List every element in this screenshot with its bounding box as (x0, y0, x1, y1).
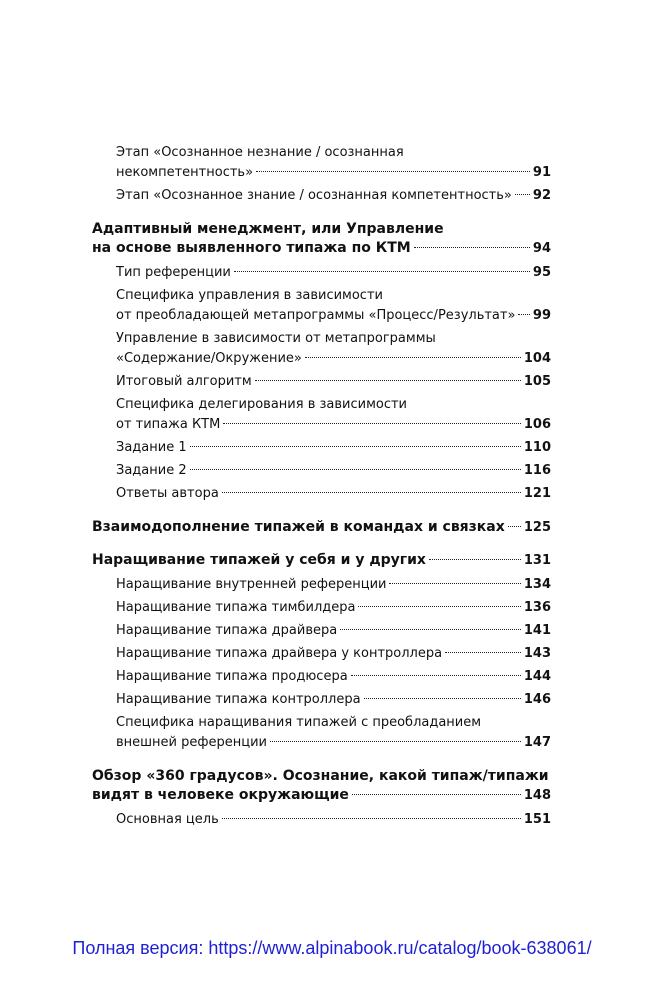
toc-section[interactable] (92, 263, 551, 283)
toc-page-number: 131 (523, 553, 551, 568)
toc-entry-line (116, 263, 551, 283)
toc-entry-title-line: Основная цель (116, 812, 219, 827)
toc-entry-title-line: Итоговый алгоритм (116, 374, 252, 389)
full-version-link[interactable]: Полная версия: https://www.alpinabook.ru/catalog/book-638061/ (72, 938, 592, 958)
toc-section[interactable] (92, 621, 551, 641)
dot-leader (234, 271, 530, 272)
toc-page-number: 141 (523, 623, 551, 638)
dot-leader (255, 380, 521, 381)
toc-entry-line (116, 461, 551, 481)
toc-section[interactable] (92, 690, 551, 710)
toc-entry-line (116, 690, 551, 710)
toc-entry-title-line: Наращивание типажа тимбилдера (116, 600, 356, 615)
toc-page-number: 116 (523, 463, 551, 478)
toc-entry-title-line: Наращивание внутренней референции (116, 577, 387, 592)
toc-page-number: 121 (523, 486, 551, 501)
toc-entry-title-line: внешней референции (116, 735, 267, 750)
toc-entry-line (92, 518, 551, 537)
toc-entry-title-line: Тип референции (116, 265, 231, 280)
dot-leader (508, 526, 521, 527)
toc-entry-line (116, 484, 551, 504)
toc-entry-title-line: от типажа КТМ (116, 417, 221, 432)
toc-section[interactable] (92, 461, 551, 481)
toc-entry-title-line: Этап «Осознанное незнание / осознанная (116, 145, 404, 160)
toc-section[interactable] (92, 186, 551, 206)
dot-leader (389, 583, 520, 584)
dot-leader (340, 629, 521, 630)
toc-entry-title-line: Наращивание типажей у себя и у других (92, 552, 426, 568)
toc-entry-title-line: Специфика управления в зависимости (116, 288, 383, 303)
dot-leader (305, 357, 521, 358)
toc-entry-line (116, 810, 551, 830)
toc-page-number: 104 (523, 351, 551, 366)
toc-page-number: 151 (523, 812, 551, 827)
toc-page-number: 92 (532, 188, 551, 203)
toc-page-number: 95 (532, 265, 551, 280)
toc-page-number: 134 (523, 577, 551, 592)
toc-section[interactable] (92, 372, 551, 392)
toc-section[interactable] (92, 810, 551, 830)
toc-page-number: 146 (523, 692, 551, 707)
dot-leader (414, 247, 530, 248)
toc-entry-title-line: Наращивание типажа продюсера (116, 669, 348, 684)
toc-section[interactable] (92, 484, 551, 504)
dot-leader (358, 606, 520, 607)
dot-leader (223, 423, 521, 424)
toc-entry-title-line: Этап «Осознанное знание / осознанная компетентность» (116, 188, 512, 203)
toc-page-number: 110 (523, 440, 551, 455)
toc-page-number: 105 (523, 374, 551, 389)
dot-leader (515, 194, 530, 195)
toc-entry-title-line: Наращивание типажа драйвера у контроллера (116, 646, 443, 661)
toc-entry-title-line: Специфика делегирования в зависимости (116, 397, 408, 412)
dot-leader (270, 741, 521, 742)
toc-section[interactable] (92, 143, 551, 183)
toc-page-number: 125 (523, 520, 551, 535)
toc-entry-title-line: некомпетентность» (116, 165, 254, 180)
toc-section[interactable] (92, 644, 551, 664)
toc-entry-title-line: Обзор «360 градусов». Осознание, какой типаж/типажи (92, 768, 549, 784)
toc-section[interactable] (92, 667, 551, 687)
toc-entry-line (116, 349, 551, 369)
table-of-contents (92, 143, 551, 833)
toc-entry-line (116, 372, 551, 392)
toc-section[interactable] (92, 438, 551, 458)
toc-section[interactable] (92, 286, 551, 326)
toc-page-number: 91 (532, 165, 551, 180)
toc-entry-title-line: видят в человеке окружающие (92, 787, 349, 803)
toc-entry-line (116, 575, 551, 595)
toc-page-number: 136 (523, 600, 551, 615)
dot-leader (518, 314, 529, 315)
toc-page-number: 148 (523, 788, 551, 803)
toc-entry-title-line: Управление в зависимости от метапрограммы (116, 331, 436, 346)
dot-leader (429, 559, 521, 560)
toc-page-number: 143 (523, 646, 551, 661)
toc-entry-line (116, 186, 551, 206)
toc-chapter[interactable] (92, 518, 551, 537)
toc-entry-line (116, 644, 551, 664)
toc-entry-line (92, 786, 551, 805)
toc-entry-line (116, 733, 551, 753)
toc-page-number: 147 (523, 735, 551, 750)
dot-leader (190, 446, 521, 447)
toc-chapter[interactable] (92, 220, 551, 258)
toc-section[interactable] (92, 575, 551, 595)
toc-entry-title-line: Взаимодополнение типажей в командах и связках (92, 519, 505, 535)
toc-chapter[interactable] (92, 767, 551, 805)
toc-entry-line (116, 621, 551, 641)
toc-entry-title-line: Ответы автора (116, 486, 219, 501)
toc-section[interactable] (92, 713, 551, 753)
toc-page-number: 99 (532, 308, 551, 323)
toc-section[interactable] (92, 395, 551, 435)
toc-section[interactable] (92, 598, 551, 618)
toc-entry-title-line: Задание 2 (116, 463, 187, 478)
toc-entry-title-line: Наращивание типажа контроллера (116, 692, 361, 707)
toc-section[interactable] (92, 329, 551, 369)
dot-leader (256, 171, 530, 172)
dot-leader (190, 469, 521, 470)
toc-entry-line (116, 306, 551, 326)
dot-leader (445, 652, 521, 653)
toc-entry-line (116, 598, 551, 618)
dot-leader (222, 818, 521, 819)
toc-entry-title-line: Наращивание типажа драйвера (116, 623, 338, 638)
toc-entry-title-line: Адаптивный менеджмент, или Управление (92, 221, 444, 237)
toc-entry-title-line: Специфика наращивания типажей с преобладанием (116, 715, 482, 730)
toc-page-number: 144 (523, 669, 551, 684)
toc-page-number: 94 (532, 241, 551, 256)
dot-leader (351, 675, 521, 676)
dot-leader (364, 698, 521, 699)
toc-chapter[interactable] (92, 551, 551, 570)
toc-entry-line (116, 415, 551, 435)
toc-entry-line (92, 551, 551, 570)
toc-entry-title-line: Задание 1 (116, 440, 187, 455)
toc-entry-line (92, 239, 551, 258)
toc-entry-title-line: от преобладающей метапрограммы «Процесс/Результат» (116, 308, 516, 323)
toc-entry-line (116, 438, 551, 458)
toc-entry-line (116, 163, 551, 183)
toc-entry-title-line: «Содержание/Окружение» (116, 351, 302, 366)
toc-entry-line (116, 667, 551, 687)
toc-page-number: 106 (523, 417, 551, 432)
toc-entry-title-line: на основе выявленного типажа по КТМ (92, 240, 411, 256)
dot-leader (222, 492, 521, 493)
dot-leader (352, 794, 521, 795)
